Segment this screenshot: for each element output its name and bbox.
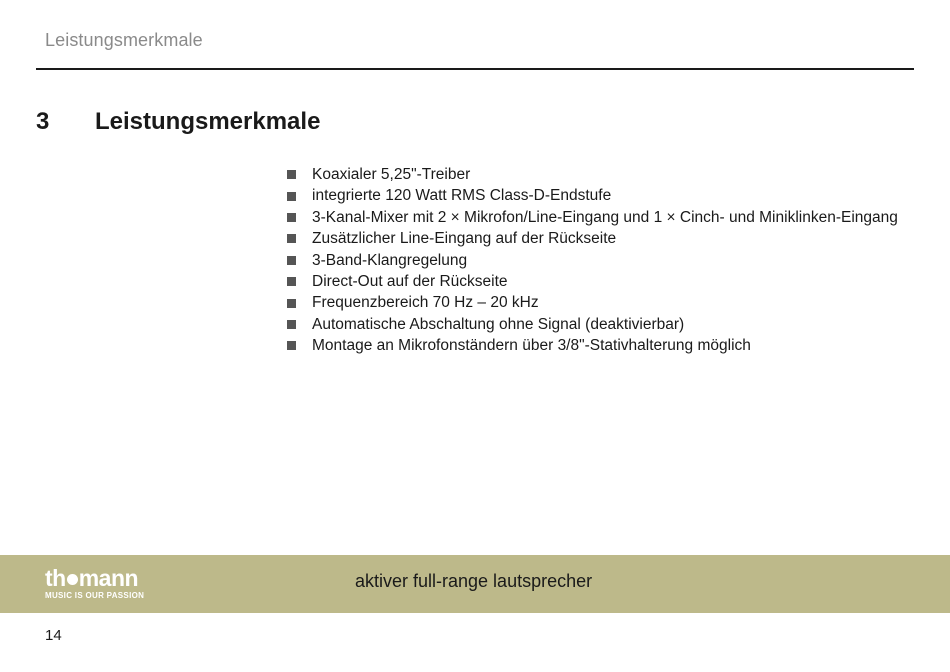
feature-text: integrierte 120 Watt RMS Class-D-Endstufe [312,187,612,205]
logo-wordmark [45,567,144,589]
feature-text: 3-Kanal-Mixer mit 2 × Mikrofon/Line-Eingang und 1 × Cinch- und Miniklinken-Eingang [312,208,898,226]
page-number: 14 [45,627,62,644]
feature-text: Montage an Mikrofonständern über 3/8"-Stativhalterung möglich [312,337,751,355]
running-header: Leistungsmerkmale [45,30,203,50]
square-bullet-icon [287,170,296,179]
square-bullet-icon [287,341,296,350]
feature-text: Frequenzbereich 70 Hz – 20 kHz [312,294,539,312]
feature-text: Automatische Abschaltung ohne Signal (deaktivierbar) [312,315,685,333]
list-item [287,185,898,206]
chapter-number: 3 [36,108,50,135]
list-item [287,164,898,185]
list-item [287,292,898,313]
logo-dot-icon [67,574,78,585]
square-bullet-icon [287,256,296,265]
list-item [287,271,898,292]
logo-part-th: th [45,565,66,591]
chapter-title: Leistungsmerkmale [95,108,321,135]
feature-list [287,164,898,357]
thomann-logo [45,567,144,600]
square-bullet-icon [287,277,296,286]
list-item [287,314,898,335]
square-bullet-icon [287,192,296,201]
square-bullet-icon [287,299,296,308]
header-rule [36,68,914,70]
logo-tagline: MUSIC IS OUR PASSION [45,591,145,600]
logo-part-mann: mann [78,565,139,591]
feature-text: Zusätzlicher Line-Eingang auf der Rückseite [312,230,617,248]
feature-text: 3-Band-Klangregelung [312,251,468,269]
square-bullet-icon [287,213,296,222]
list-item [287,228,898,249]
square-bullet-icon [287,234,296,243]
list-item [287,207,898,228]
feature-text: Direct-Out auf der Rückseite [312,272,508,290]
list-item [287,335,898,356]
list-item [287,250,898,271]
product-name: aktiver full-range lautsprecher [355,571,593,591]
chapter-heading [36,108,320,136]
feature-text: Koaxialer 5,25"-Treiber [312,166,471,183]
footer-band [0,555,950,613]
square-bullet-icon [287,320,296,329]
